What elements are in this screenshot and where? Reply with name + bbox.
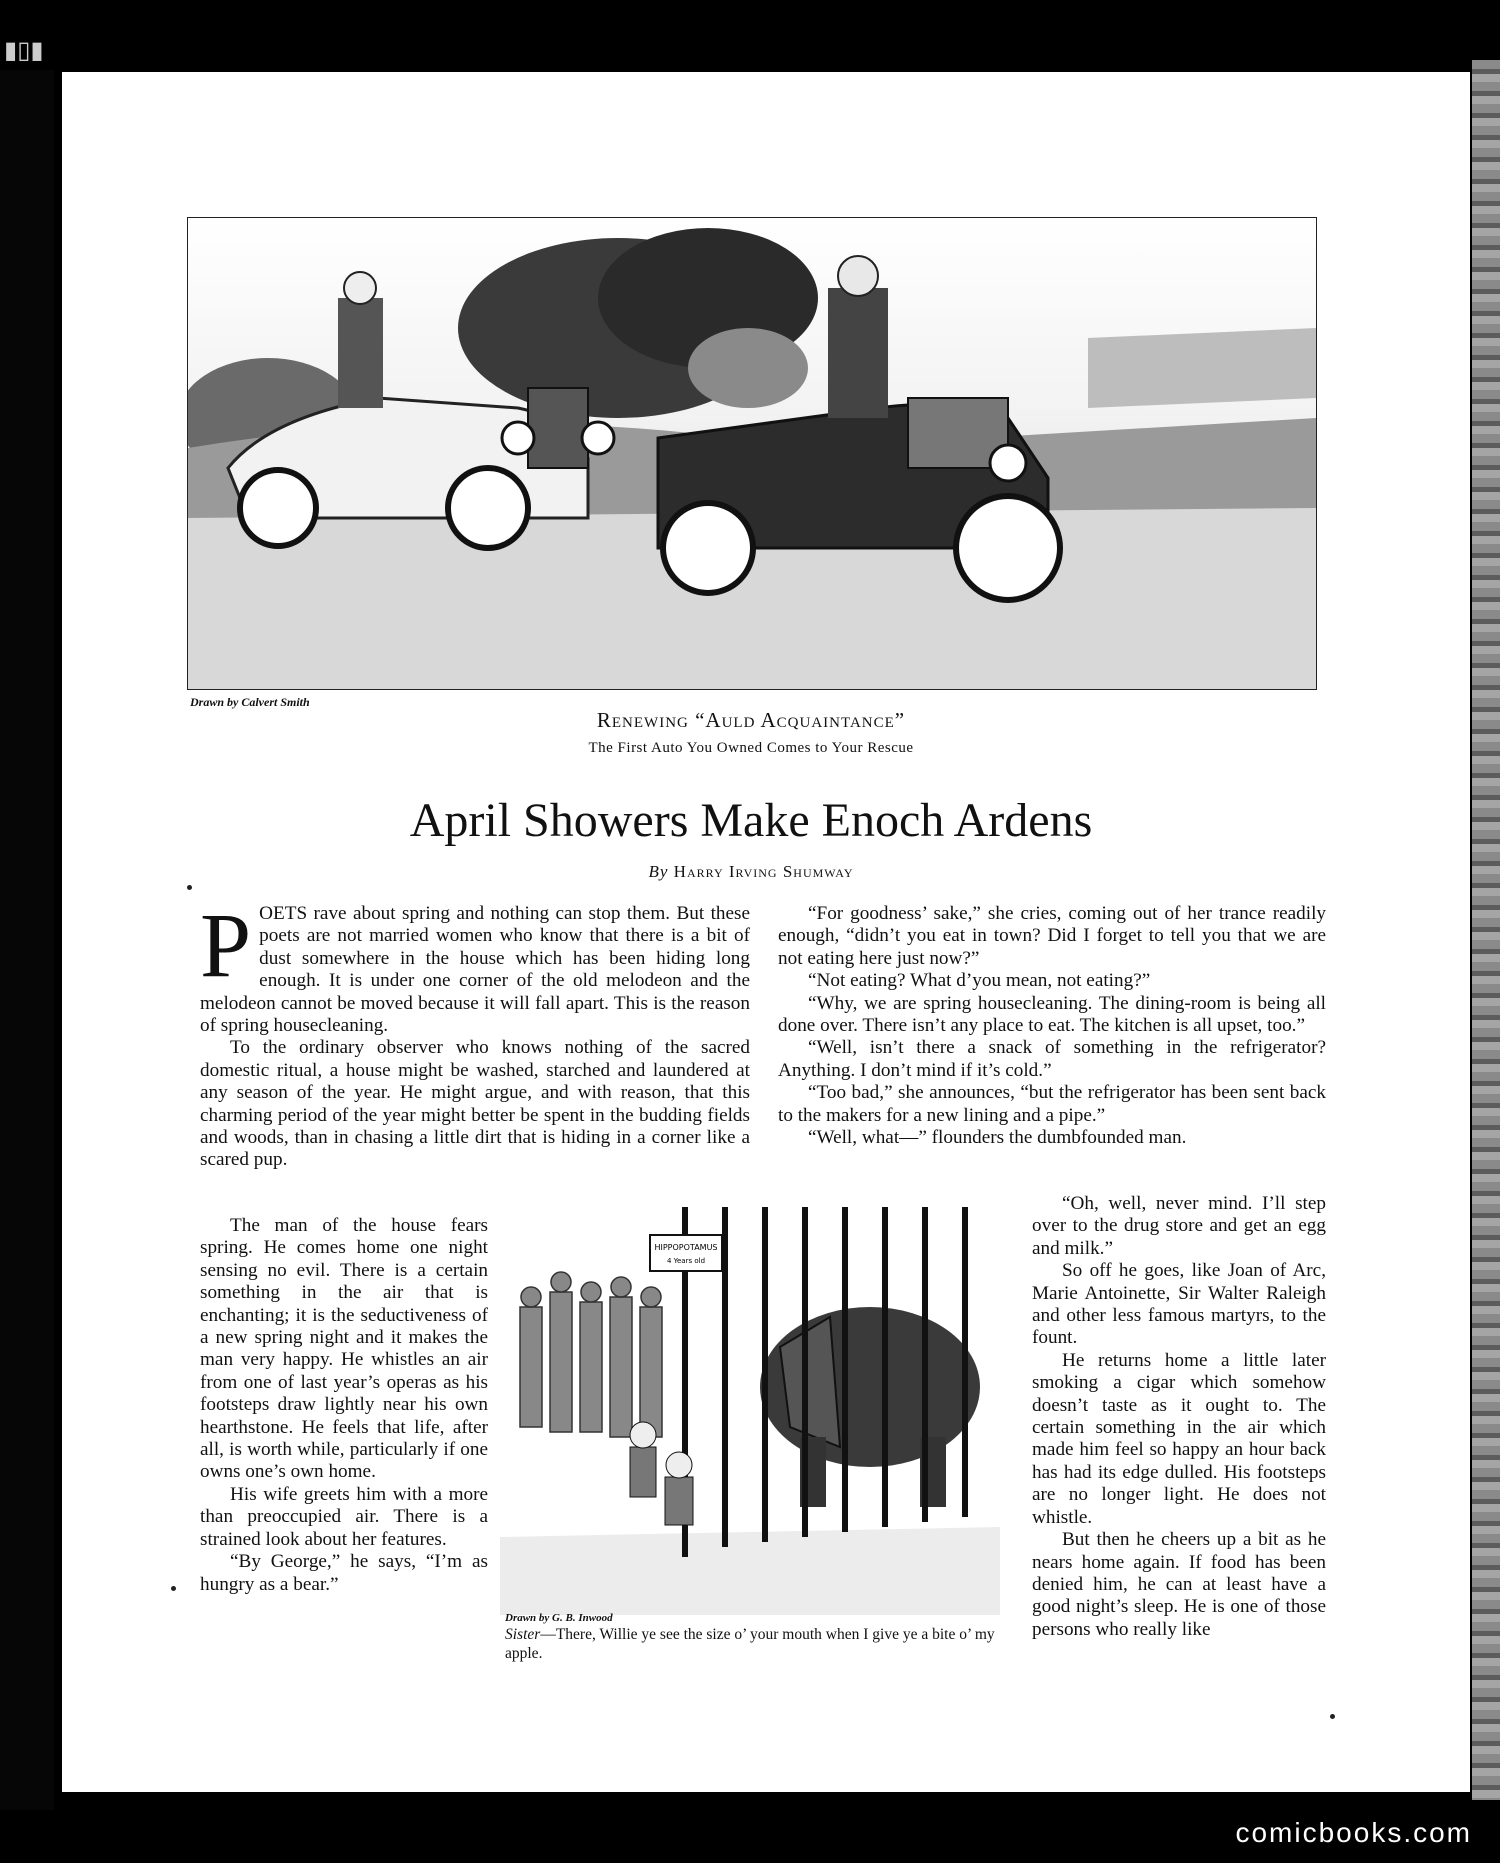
margin-dot xyxy=(187,885,192,890)
article-byline xyxy=(187,862,1315,882)
margin-dot xyxy=(1330,1714,1335,1719)
margin-dot xyxy=(171,1586,176,1591)
zoo-illustration xyxy=(500,1197,1000,1615)
left-narrow-column xyxy=(200,1215,488,1596)
paragraph: “Well, isn’t there a snack of something in the refrigerator? Anything. I don’t mind if it’s cold.” xyxy=(778,1037,1326,1081)
cage-sign-line2: 4 Years old xyxy=(666,1257,706,1265)
paragraph: To the ordinary observer who knows nothing of the sacred domestic ritual, a house might be washed, starched and laundered at any season of the year. He might argue, and with reason, that this charming period of the year might better be spent in the budding fields and woods, than in chasing a little dirt that is hiding in a corner like a scared pup. xyxy=(200,1037,750,1171)
right-column xyxy=(778,903,1326,1149)
left-column xyxy=(200,894,750,1172)
book-spine-edge xyxy=(1472,60,1500,1800)
scan-left-edge xyxy=(0,70,54,1810)
paragraph: “For goodness’ sake,” she cries, coming out of her trance readily enough, “didn’t you eat in town? Did I forget to tell you that we are not eating here just now?” xyxy=(778,903,1326,969)
paragraph: “Not eating? What d’you mean, not eating?” xyxy=(808,970,1151,992)
caption-speaker: Sister xyxy=(505,1626,541,1643)
drop-cap: P xyxy=(200,894,252,996)
author-name: Harry Irving Shumway xyxy=(673,862,854,881)
top-illustration xyxy=(187,217,1317,690)
article-title: April Showers Make Enoch Ardens xyxy=(409,794,1093,847)
paragraph xyxy=(200,894,750,1037)
top-illustration-credit: Drawn by Calvert Smith xyxy=(190,695,310,709)
cars-drawing xyxy=(188,218,1316,689)
paragraph: He returns home a little later smoking a cigar which somehow doesn’t taste as it ought to. The certain something in the air which made him feel so happy an hour back has had its edge dulled. His footsteps are no longer light. He does not whistle. xyxy=(1032,1349,1326,1528)
right-narrow-column xyxy=(1032,1193,1326,1641)
zoo-illustration-credit: Drawn by G. B. Inwood xyxy=(505,1612,613,1624)
illustration-caption-subtitle: The First Auto You Owned Comes to Your Rescue xyxy=(588,740,914,756)
paragraph: “Oh, well, never mind. I’ll step over to the drug store and get an egg and milk.” xyxy=(1032,1193,1326,1259)
paragraph: But then he cheers up a bit as he nears home again. If food has been denied him, he can at least have a good night’s sleep. He is one of those persons who really like xyxy=(1032,1529,1326,1640)
site-watermark: comicbooks.com xyxy=(1235,1817,1472,1848)
illustration-caption-title: Renewing “Auld Acquaintance” xyxy=(596,708,906,732)
paragraph: So off he goes, like Joan of Arc, Marie Antoinette, Sir Walter Raleigh and other less famous martyrs, to the fount. xyxy=(1032,1260,1326,1349)
paragraph: “Why, we are spring housecleaning. The dining-room is being all done over. There isn’t any place to eat. The kitchen is all upset, too.” xyxy=(778,992,1326,1037)
byline-prefix: By xyxy=(648,862,669,881)
scan-corner-mark: ▮▯▮ xyxy=(4,36,44,64)
paragraph: “By George,” he says, “I’m as hungry as a bear.” xyxy=(200,1551,488,1595)
caption-text: —There, Willie ye see the size o’ your mouth when I give ye a bite o’ my apple. xyxy=(505,1626,995,1662)
paragraph-text: OETS rave about spring and nothing can stop them. But these poets are not married women who know that there is a bit of dust somewhere in the house which has been hiding long enough. It is under one corner of the old melodeon and the melodeon cannot be moved because it will fall apart. This is the reason of spring housecleaning. xyxy=(200,903,750,1037)
zoo-caption xyxy=(505,1625,1005,1663)
paragraph: “Well, what—” flounders the dumbfounded man. xyxy=(808,1127,1187,1149)
paragraph: “Too bad,” she announces, “but the refrigerator has been sent back to the makers for a new lining and a pipe.” xyxy=(778,1082,1326,1126)
paragraph: His wife greets him with a more than preoccupied air. There is a strained look about her features. xyxy=(200,1483,488,1550)
paragraph: The man of the house fears spring. He comes home one night sensing no evil. There is a certain something in the air that is enchanting; it is the seductiveness of a new spring night and it makes the man very happy. He whistles an air from one of last year’s operas as his footsteps draw lightly near his own hearthstone. He feels that life, after all, is worth while, particularly if one owns one’s own home. xyxy=(200,1215,488,1483)
cage-sign-line1: HIPPOPOTAMUS xyxy=(654,1243,718,1252)
hippo-cage-drawing xyxy=(500,1197,1000,1615)
